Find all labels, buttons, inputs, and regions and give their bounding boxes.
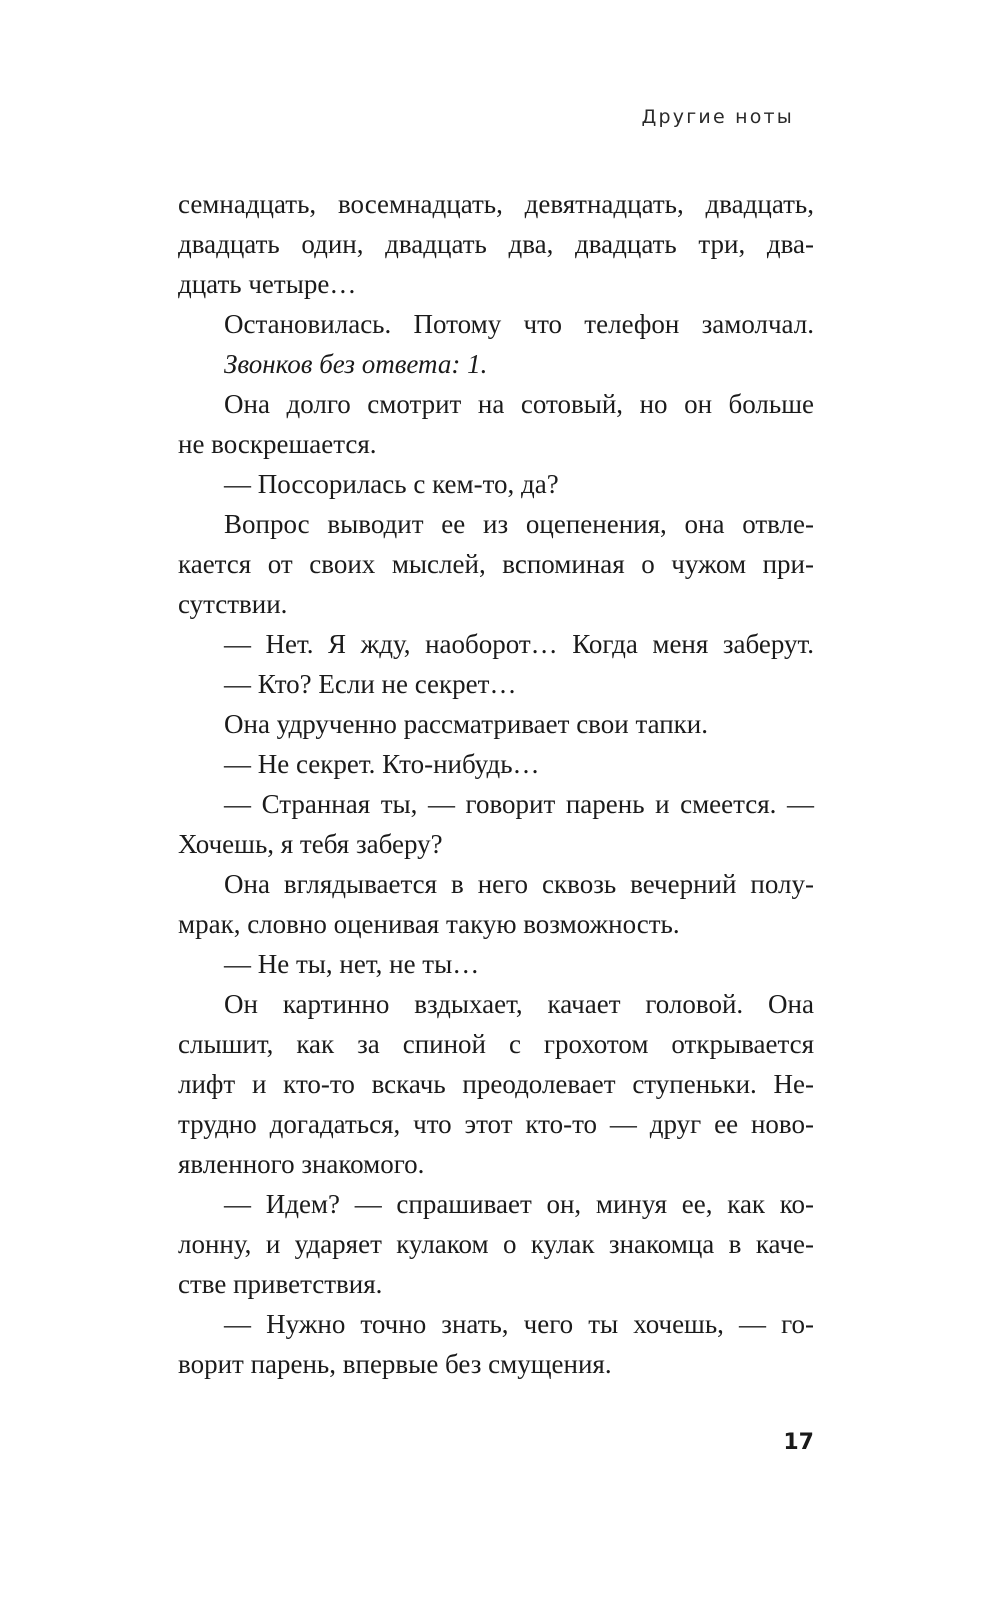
text-line: — Нет. Я жду, наоборот… Когда меня заберут. xyxy=(224,629,814,659)
text-line: Остановилась. Потому что телефон замолчал. xyxy=(224,309,814,339)
text-line: Хочешь, я тебя заберу? xyxy=(178,829,443,859)
text-line: двадцать один, двадцать два, двадцать три, два- xyxy=(178,229,814,259)
running-header-title: Другие ноты xyxy=(641,106,794,128)
text-line: — Не секрет. Кто-нибудь… xyxy=(224,749,540,779)
text-line: семнадцать, восемнадцать, девятнадцать, двадцать, xyxy=(178,189,814,219)
text-line: Она вглядывается в него сквозь вечерний полу- xyxy=(224,869,814,899)
text-line: дцать четыре… xyxy=(178,269,357,299)
text-line: — Идем? — спрашивает он, минуя ее, как ко- xyxy=(224,1189,814,1219)
text-line: лифт и кто-то вскачь преодолевает ступеньки. Не- xyxy=(178,1069,814,1099)
text-line: мрак, словно оценивая такую возможность. xyxy=(178,909,680,939)
text-line: Звонков без ответа: 1. xyxy=(224,349,488,379)
text-line: лонну, и ударяет кулаком о кулак знакомца в каче- xyxy=(178,1229,814,1259)
text-line: слышит, как за спиной с грохотом открывается xyxy=(178,1029,814,1059)
text-line: — Не ты, нет, не ты… xyxy=(224,949,480,979)
text-line: сутствии. xyxy=(178,589,288,619)
text-line: ворит парень, впервые без смущения. xyxy=(178,1349,612,1379)
body-text xyxy=(178,184,814,1384)
page-number: 17 xyxy=(783,1430,814,1455)
text-line: кается от своих мыслей, вспоминая о чужом при- xyxy=(178,549,814,579)
text-line: стве приветствия. xyxy=(178,1269,383,1299)
text-line: — Кто? Если не секрет… xyxy=(224,669,517,699)
text-line: Она долго смотрит на сотовый, но он больше xyxy=(224,389,814,419)
text-line: трудно догадаться, что этот кто-то — друг ее ново- xyxy=(178,1109,814,1139)
text-line: явленного знакомого. xyxy=(178,1149,425,1179)
text-line: Он картинно вздыхает, качает головой. Она xyxy=(224,989,814,1019)
text-line: Она удрученно рассматривает свои тапки. xyxy=(224,709,708,739)
text-line: не воскрешается. xyxy=(178,429,377,459)
text-line: — Нужно точно знать, чего ты хочешь, — го- xyxy=(224,1309,814,1339)
text-line: — Странная ты, — говорит парень и смеется. — xyxy=(224,789,814,819)
text-line: Вопрос выводит ее из оцепенения, она отвле- xyxy=(224,509,814,539)
text-line: — Поссорилась с кем-то, да? xyxy=(224,469,559,499)
